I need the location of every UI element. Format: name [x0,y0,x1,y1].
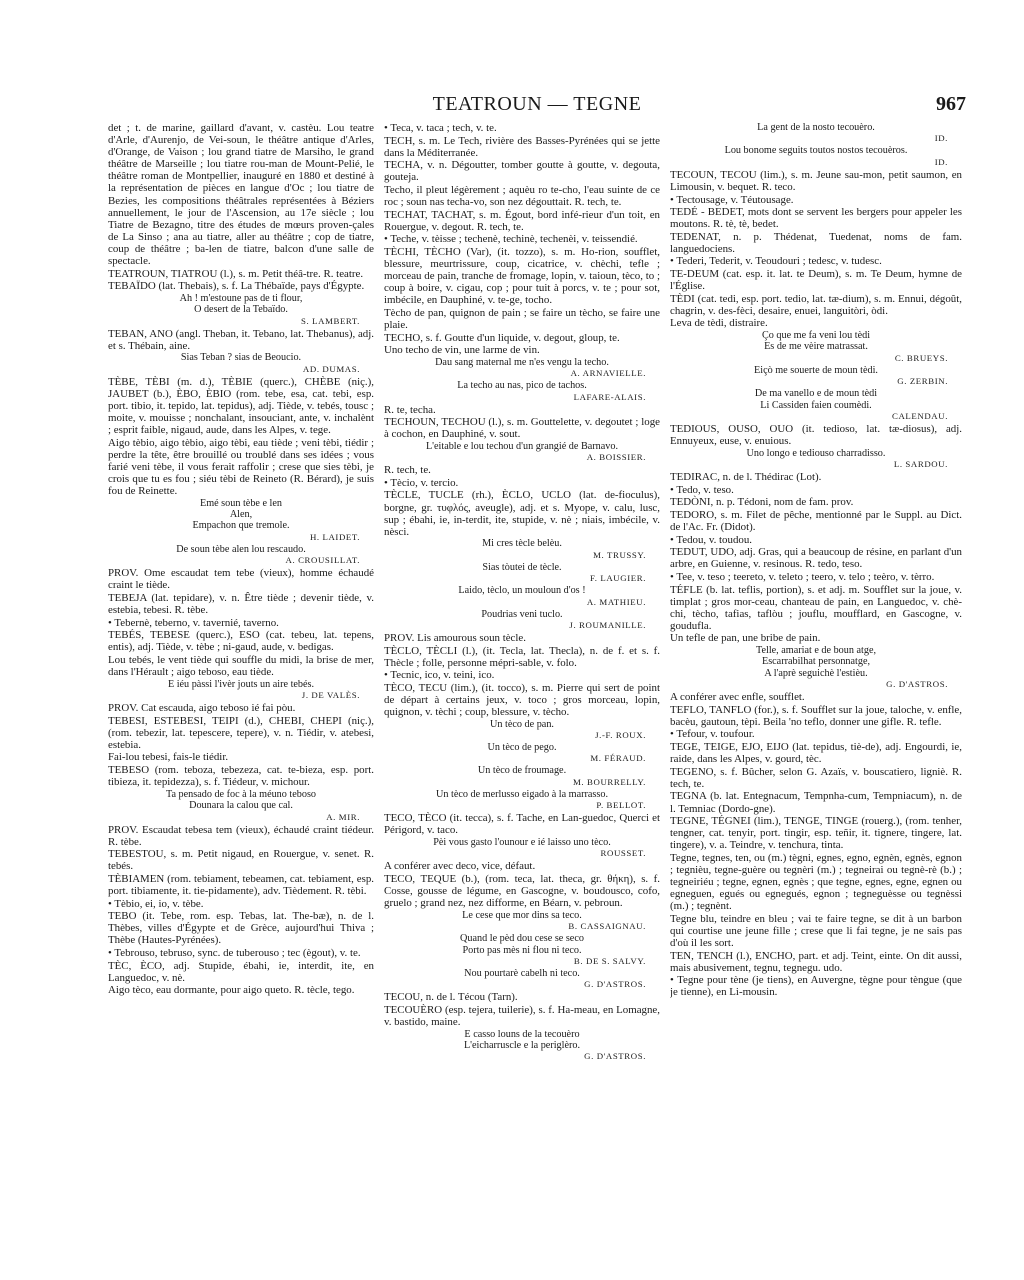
quotation-author: LAFARE-ALAIS. [573,391,646,402]
dictionary-entry: TÈC, ÈCO, adj. Stupide, ébahi, ie, interdit, ite, en Languedoc, v. nè. [108,959,374,984]
dictionary-entry: TEATROUN, TIATROU (l.), s. m. Petit théâ-tre. R. teatre. [108,267,364,280]
dictionary-entry: • Teche, v. tèisse ; techenè, techinè, techenèi, v. teissendié. [384,233,638,246]
dictionary-entry: TEDORO, s. m. Filet de pêche, mentionné par le Suppl. au Dict. de l'Ac. Fr. (Didot). [670,508,962,534]
dictionary-entry: A conférer avec deco, vice, défaut. [384,860,536,873]
dictionary-entry: • Tegne pour tène (je tiens), en Auvergne, tègne pour tèngue (que je tienne), en Li-mousin. [670,974,962,999]
quotation-author: G. ZERBIN. [897,376,948,387]
quotation-author: AD. DUMAS. [302,363,360,374]
quotation-line: Un tèco de pego. [487,742,557,754]
page-header [108,93,966,117]
quotation-author: G. D'ASTROS. [584,1051,646,1062]
dictionary-entry: • Teca, v. taca ; tech, v. te. [384,122,497,134]
dictionary-entry: TEDIRAC, n. de l. Thédirac (Lot). [670,471,822,484]
dictionary-entry: • Tefour, v. toufour. [670,728,755,741]
quotation-line: Ço que me fa veni lou tèdi [761,330,871,342]
dictionary-entry: Leva de tèdi, distraire. [670,317,768,330]
dictionary-entry: TÈDI (cat. tedi, esp. port. tedio, lat. tæ-dium), s. m. Ennui, dégoût, chagrin, v. des-fèci, desaire, enuei, languitòri, òdi. [670,292,962,317]
quotation-line: Dau sang maternal me n'es vengu la techo. [435,356,609,368]
quotation-line: Empachon que tremole. [192,520,290,532]
dictionary-entry: TEGNE, TÉGNEI (lim.), TENGE, TINGE (rouerg.), (rom. tenher, tengner, cat. tenyir, port. tingir, esp. teñir, it. tignere, tingere, lat. tingere), v. a. Teindre, v. tenchura, tinta. [670,815,962,852]
quotation-author: L. SARDOU. [893,459,948,470]
quotation-line: Escarrabilhat personnatge, [761,656,871,668]
dictionary-entry: TEDIOUS, OUSO, OUO (it. tedioso, lat. tæ-diosus), adj. Ennuyeux, euse, v. enuious. [670,423,962,448]
dictionary-entry: Tegne, tegnes, ten, ou (m.) tègni, egnes, egno, egnèn, egnès, egnon ; tegnièu, tegne-guère ou tegnèri (m.) ; tegneirai ou tegnè-rè (b.) ; tegneiriéu ; tegne, egnen, egnès ; que tegne, egnes, egne, egnen ou egneguen, egués ou egnegués, egnon ; tegneguèsse ou tegnèssi (m.) ; tegnènt. [670,851,962,913]
dictionary-entry: Tegne blu, teindre en bleu ; vai te faire tegne, se dit à un barbon qui courtise une jeune fille ; crese que li fai tegne, je ne sais pas d'où il les sort. [670,912,962,950]
dictionary-entry: TEGNA (b. lat. Entegnacum, Tempnha-cum, Tempniacum), n. de l. Temniac (Dordo-gne). [670,790,962,815]
column-right [670,122,962,1197]
dictionary-entry: TECHAT, TACHAT, s. m. Égout, bord infé-rieur d'un toit, en Rouergue, v. degout. R. tech, te. [384,208,660,233]
dictionary-entry: TEBAN, ANO (angl. Theban, it. Tebano, lat. Thebanus), adj. et s. Thébain, aine. [108,327,374,352]
dictionary-entry: TEBO (it. Tebe, rom. esp. Tebas, lat. The-bæ), n. de l. Thèbes, villes d'Égypte et de Grèce, aujourd'hui Thiva ; Thèbe (Hautes-Pyrénées). [108,910,374,947]
quotation-author: J. ROUMANILLE. [569,619,646,630]
dictionary-entry: A conférer avec enfle, soufflet. [670,691,805,704]
dictionary-entry: • Tecnic, ico, v. teini, ico. [384,669,495,682]
quotation-author: B. DE S. SALVY. [573,955,646,966]
dictionary-entry: • Tebrouso, tebruso, sync. de tuberouso ; tec (ègout), v. te. [108,946,361,959]
dictionary-entry: PROV. Ome escaudat tem tebe (vieux), homme échaudé craint le tiède. [108,567,374,592]
quotation-line: E casso louns de la tecouèro [464,1028,580,1040]
dictionary-entry: TÈCLO, TÈCLI (l.), (it. Tecla, lat. Thecla), n. de f. et s. f. Thècle ; folle, personne mépri-sable, v. folo. [384,644,660,669]
dictionary-entry: TEBESO (rom. teboza, tebezeza, cat. te-bieza, esp. port. tibieza, it. tepidezza), s. f. Tiédeur, v. michour. [108,764,374,789]
dictionary-entry: TEGENO, s. f. Bûcher, selon G. Azaïs, v. bouscatiero, ligniè. R. tech, te. [670,765,962,790]
quotation-line: Li Cassiden faien coumèdi. [760,399,872,411]
dictionary-entry: TE-DEUM (cat. esp. it. lat. te Deum), s. m. Te Deum, hymne de l'Église. [670,268,962,293]
dictionary-entry: Aigo tèco, eau dormante, pour aigo queto. R. tècle, tego. [108,984,355,997]
quotation-author: M. TRUSSY. [593,549,646,560]
dictionary-entry: Lou tebés, le vent tiède qui souffle du midi, la brise de mer, dans l'Hérault ; aigo teboso, eau tiède. [108,653,374,679]
quotation-line: Poudrias veni tuclo. [481,608,563,620]
dictionary-entry: TEBESTOU, s. m. Petit nigaud, en Rouergue, v. senet. R. tebés. [108,848,374,873]
dictionary-entry: • Tectousage, v. Téutousage. [670,193,794,206]
dictionary-entry: TEDÉ - BEDET, mots dont se servent les bergers pour appeler les moutons. R. tè, tè, bedet. [670,206,962,231]
dictionary-entry: • Tedo, v. teso. [670,483,734,496]
dictionary-entry: TEBESI, ESTEBESI, TEIPI (d.), CHEBI, CHEPI (niç.), (rom. tebezir, lat. tepescere, tepere), v. n. Tiédir, v. atebesi, estebia. [108,714,374,751]
quotation-line: Nou pourtarè cabelh ni teco. [464,967,580,979]
quotation-author: C. BRUEYS. [894,352,948,363]
dictionary-entry: TEN, TENCH (l.), ENCHO, part. et adj. Teint, einte. On dit aussi, mais abusivement, tegnu, tegnegu. udo. [670,949,962,974]
column-middle [384,122,660,1197]
dictionary-entry: • Tèbio, ei, io, v. tèbe. [108,897,204,910]
dictionary-entry: Aigo tèbio, aigo tèbio, aigo tèbi, eau tiède ; veni tèbi, tiédir ; perdre la tête, être brouillé ou troublé dans ses idées ; vous farié veni tèbe, il vous ferait raffolir ; crese que sies tèbi, je crois que tu es fou ; siéu tèbi de Reineto (R. Bérard), je suis fou de Reinette. [108,436,374,498]
quotation-author: A. BOISSIER. [586,452,646,463]
dictionary-entry: TÉFLE (b. lat. teflis, portion), s. et adj. m. Soufflet sur la joue, v. timplat ; gros mor-ceau, chanteau de pain, en Languedoc, v. chè-chi, tècho, tafias, taflòu ; jouflu, moufflard, en Gascogne, v. goudufla. [670,583,962,632]
dictionary-entry: TECHO, s. f. Goutte d'un liquide, v. degout, gloup, te. [384,331,620,344]
dictionary-entry: det ; t. de marine, gaillard d'avant, v. castèu. Lou teatre d'Arle, d'Aurenjo, de Vei-soun, le théâtre antique d'Arles, d'Orange, de Vaison ; lou grand tiatre de Marsiho, le grand théâtre de Marseille ; lou tiatre rou-man de Mount-Pelié, le théâtre roman de Montpellier, inauguré en 1880 et destiné à la représentation de pièces en langue d'Oc ; lou tiatre de Bezies, les compositions théâtrales représentées à Béziers annuellement, le jour de l'Ascension, au 17e siècle ; lou Tiatre de Bezagno, titre des études de mœurs proven-çales de La Sinso ; ana au tiatre, aller au théâtre ; cop de tiatre, coup de théâtre ; ba-len de tiatre, balcon d'une salle de spectacle. [108,122,374,268]
dictionary-entry: TEDENAT, n. p. Thédenat, Tuedenat, noms de fam. languedociens. [670,230,962,255]
quotation-author: A. MIR. [326,811,360,822]
dictionary-entry: • Tècio, v. tercio. [384,476,459,489]
quotation-line: La gent de la nosto tecouèro. [757,122,875,133]
quotation-author: CALENDAU. [892,411,948,422]
quotation-line: De ma vanello e de moun tèdi [754,388,878,400]
quotation-line: O desert de la Tebaïdo. [194,304,288,316]
quotation-line: Le cese que mor dins sa teco. [462,909,582,921]
dictionary-entry: Tècho de pan, quignon de pain ; se faire un tècho, se faire une plaie. [384,306,660,331]
dictionary-entry: TECHA, v. n. Dégoutter, tomber goutte à goutte, v. degouta, gouteja. [384,159,660,184]
running-title: TEATROUN — TEGNE [432,93,642,115]
dictionary-entry: TEGE, TEIGE, EJO, EIJO (lat. tepidus, tiè-de), adj. Engourdi, ie, raide, dans les Alpes, v. gourd, tèc. [670,741,962,766]
page-number: 967 [936,93,966,115]
dictionary-entry: TECOU, n. de l. Técou (Tarn). [384,991,518,1004]
dictionary-entry: PROV. Escaudat tebesa tem (vieux), échaudé craint tiédeur. R. tèbe. [108,823,374,848]
quotation-line: La techo au nas, pico de tachos. [457,380,587,392]
quotation-line: Un tèco de merlusso eigado à la marrasso. [436,788,608,800]
dictionary-entry: R. tech, te. [384,464,431,477]
quotation-line: Alen, [229,509,253,521]
quotation-line: Pèi vous gasto l'ounour e ié laisso uno tèco. [433,836,611,848]
quotation-author: ID. [934,133,948,144]
quotation-author: ID. [934,156,948,167]
dictionary-entry: TÈCHI, TÈCHO (Var), (it. tozzo), s. m. Ho-rion, soufflet, blessure, meurtrissure, coup, cicatrice, v. chèchi, tefle ; morceau de pain, tranche de fromage, lopin, v. taioun, tèco, to ; coup à boire, v. cigau, cop ; pour tuit à porcs, v. te ; pour sot, imbécile, en Dauphiné, v. te-ge, tocho. [384,245,660,307]
quotation-line: Ah ! m'estoune pas de ti flour, [179,292,303,304]
dictionary-entry: Un tefle de pan, une bribe de pain. [670,632,821,645]
quotation-line: Sias Teban ? sias de Beoucio. [180,352,302,364]
quotation-line: Quand le pèd dou cese se seco [460,933,584,945]
dictionary-entry: TÈBE, TÈBI (m. d.), TÈBIE (querc.), CHÈBE (niç.), JAUBET (b.), ÈBO, ÈBIO (rom. tebe, esa, cat. tebi, esp. port. tibio, it. tepido, lat. tepidus), adj. Tiède, v. tebés, tousc ; moite, v. mouisse ; nonchalant, insouciant, ante, v. inchalènt ; esprit faible, nigaud, aude, dans les Alpes, v. tege. [108,375,374,437]
quotation-author: A. MATHIEU. [586,596,646,607]
quotation-author: A. CROUSILLAT. [285,555,360,566]
dictionary-entry: R. te, techa. [384,403,436,416]
quotation-author: P. BELLOT. [596,800,646,811]
quotation-author: M. BOURRELLY. [573,776,646,787]
quotation-line: L'eitable e lou techou d'un grangié de Barnavo. [425,440,619,452]
quotation-author: B. CASSAIGNAU. [568,921,646,932]
dictionary-entry: • Tederi, Tederit, v. Teoudouri ; tedesc, v. tudesc. [670,255,882,268]
dictionary-entry: TECHOUN, TECHOU (l.), s. m. Gouttelette, v. degoutet ; loge à cochon, en Dauphiné, v. sout. [384,416,660,441]
quotation-line: A l'aprè seguichè l'estièu. [764,667,868,679]
dictionary-entry: • Tee, v. teso ; teereto, v. teleto ; teero, v. telo ; teèro, v. tèrro. [670,570,935,583]
quotation-line: L'eicharruscle e la periglèro. [463,1040,581,1052]
quotation-line: De soun tèbe alen lou rescaudo. [176,543,306,555]
dictionary-entry: PROV. Cat escauda, aigo teboso ié fai pòu. [108,702,296,715]
quotation-line: Uno longo e tediouso charradisso. [746,447,886,459]
quotation-line: Ta pensado de foc à la méuno teboso [165,788,317,800]
quotation-author: F. LAUGIER. [590,573,646,584]
quotation-author: S. LAMBERT. [301,315,360,326]
quotation-line: Emé soun tèbe e len [199,497,283,509]
dictionary-entry: Uno techo de vin, une larme de vin. [384,344,540,357]
dictionary-entry: TEDUT, UDO, adj. Gras, qui a beaucoup de résine, en parlant d'un arbre, en Guienne, v. resinous. R. tedo, teso. [670,546,962,571]
quotation-author: A. ARNAVIELLE. [570,368,646,379]
dictionary-entry: • Tedou, v. toudou. [670,533,753,546]
column-left [108,122,374,1197]
quotation-author: G. D'ASTROS. [584,979,646,990]
dictionary-entry: TEBÉS, TEBESE (querc.), ESO (cat. tebeu, lat. tepens, entis), adj. Tiède, v. tèbe ; ni-gaud, aude, v. bedigas. [108,629,374,654]
quotation-author: M. FÉRAUD. [590,753,646,764]
dictionary-entry: • Tebernè, teberno, v. tavernié, taverno. [108,616,279,629]
quotation-line: Un tèco de froumage. [477,765,567,777]
quotation-line: Porto pas mès ni flou ni teco. [462,944,582,956]
quotation-line: Laido, tèclo, un mouloun d'os ! [458,585,586,597]
dictionary-entry: Fai-lou tebesi, fais-le tiédir. [108,751,229,764]
dictionary-entry: TEBEJA (lat. tepidare), v. n. Être tiède ; devenir tiède, v. estebia, tebesi. R. tèbe. [108,591,374,617]
dictionary-entry: PROV. Lis amourous soun tècle. [384,631,526,644]
dictionary-entry: TÈCLE, TUCLE (rh.), ÈCLO, UCLO (lat. de-fioculus), borgne, gr. τυφλός, aveugle), adj. et s. Myope, v. calu, lusc, sup ; ébahi, ie, in-terdit, ite, stupide, v. nè ; niais, imbécile, v. nèsci. [384,489,660,538]
quotation-line: Mi cres tècle belèu. [482,538,562,550]
quotation-line: Eiçò me souerte de moun tèdi. [754,364,878,376]
dictionary-entry: TECO, TÈCO (it. tecca), s. f. Tache, en Lan-guedoc, Querci et Périgord, v. taco. [384,812,660,837]
dictionary-entry: TEDÒNI, n. p. Tédoni, nom de fam. prov. [670,496,854,509]
dictionary-entry: Techo, il pleut légèrement ; aquèu ro te-cho, l'eau suinte de ce roc ; soun nas techa-vo, son nez dégouttait. R. tech, te. [384,183,660,209]
dictionary-entry: TÈBIAMEN (rom. tebiament, tebeamen, cat. tebiament, esp. port. tibiamente, it. tie-pidamente), adv. Tièdement. R. tèbi. [108,872,374,897]
dictionary-entry: TEBAÏDO (lat. Thebais), s. f. La Thébaïde, pays d'Égypte. [108,280,365,293]
dictionary-entry: TECH, s. m. Le Tech, rivière des Basses-Pyrénées qui se jette dans la Méditerranée. [384,134,660,159]
quotation-line: E iéu pàssi l'ivèr jouts un aire tebés. [167,678,315,690]
quotation-author: H. LAIDET. [309,531,360,542]
dictionary-entry: TEFLO, TANFLO (for.), s. f. Soufflet sur la joue, taloche, v. enfle, bacèu, gautoun, tèpi. Beila 'no teflo, donner une gifle. R. tefle. [670,703,962,728]
quotation-author: G. D'ASTROS. [886,679,948,690]
dictionary-entry: TÈCO, TECU (lim.), (it. tocco), s. m. Pierre qui sert de point de départ à certains jeux, v. toco ; gros morceau, lopin, quignon, v. tèchi ; coup, blessure, v. tècho. [384,681,660,719]
quotation-author: J.-F. ROUX. [595,730,646,741]
quotation-line: Dounara la calou que cal. [189,800,293,812]
quotation-line: Un tèco de pan. [490,718,554,730]
quotation-author: J. DE VALÈS. [301,690,360,701]
quotation-line: Telle, amariat e de boun atge, [755,644,877,656]
quotation-line: Lou bonome seguits toutos nostos tecouèros. [724,145,908,157]
quotation-line: Sias tòutei de tècle. [482,561,562,573]
quotation-line: Es de me vèire matrassat. [764,341,868,353]
dictionary-entry: TECOUÈRO (esp. tejera, tuilerie), s. f. Ha-meau, en Lomagne, v. bastido, maine. [384,1003,660,1029]
dictionary-entry: TECOUN, TECOU (lim.), s. m. Jeune sau-mon, petit saumon, en Limousin, v. bequet. R. teco. [670,168,962,193]
quotation-author: ROUSSET. [600,848,646,859]
dictionary-entry: TECO, TEQUE (b.), (rom. teca, lat. theca, gr. θήκη), s. f. Cosse, gousse de légume, en Gascogne, v. boudousco, cofo, gruelo ; grand nez, nez difforme, en Béarn, v. pebroun. [384,872,660,910]
